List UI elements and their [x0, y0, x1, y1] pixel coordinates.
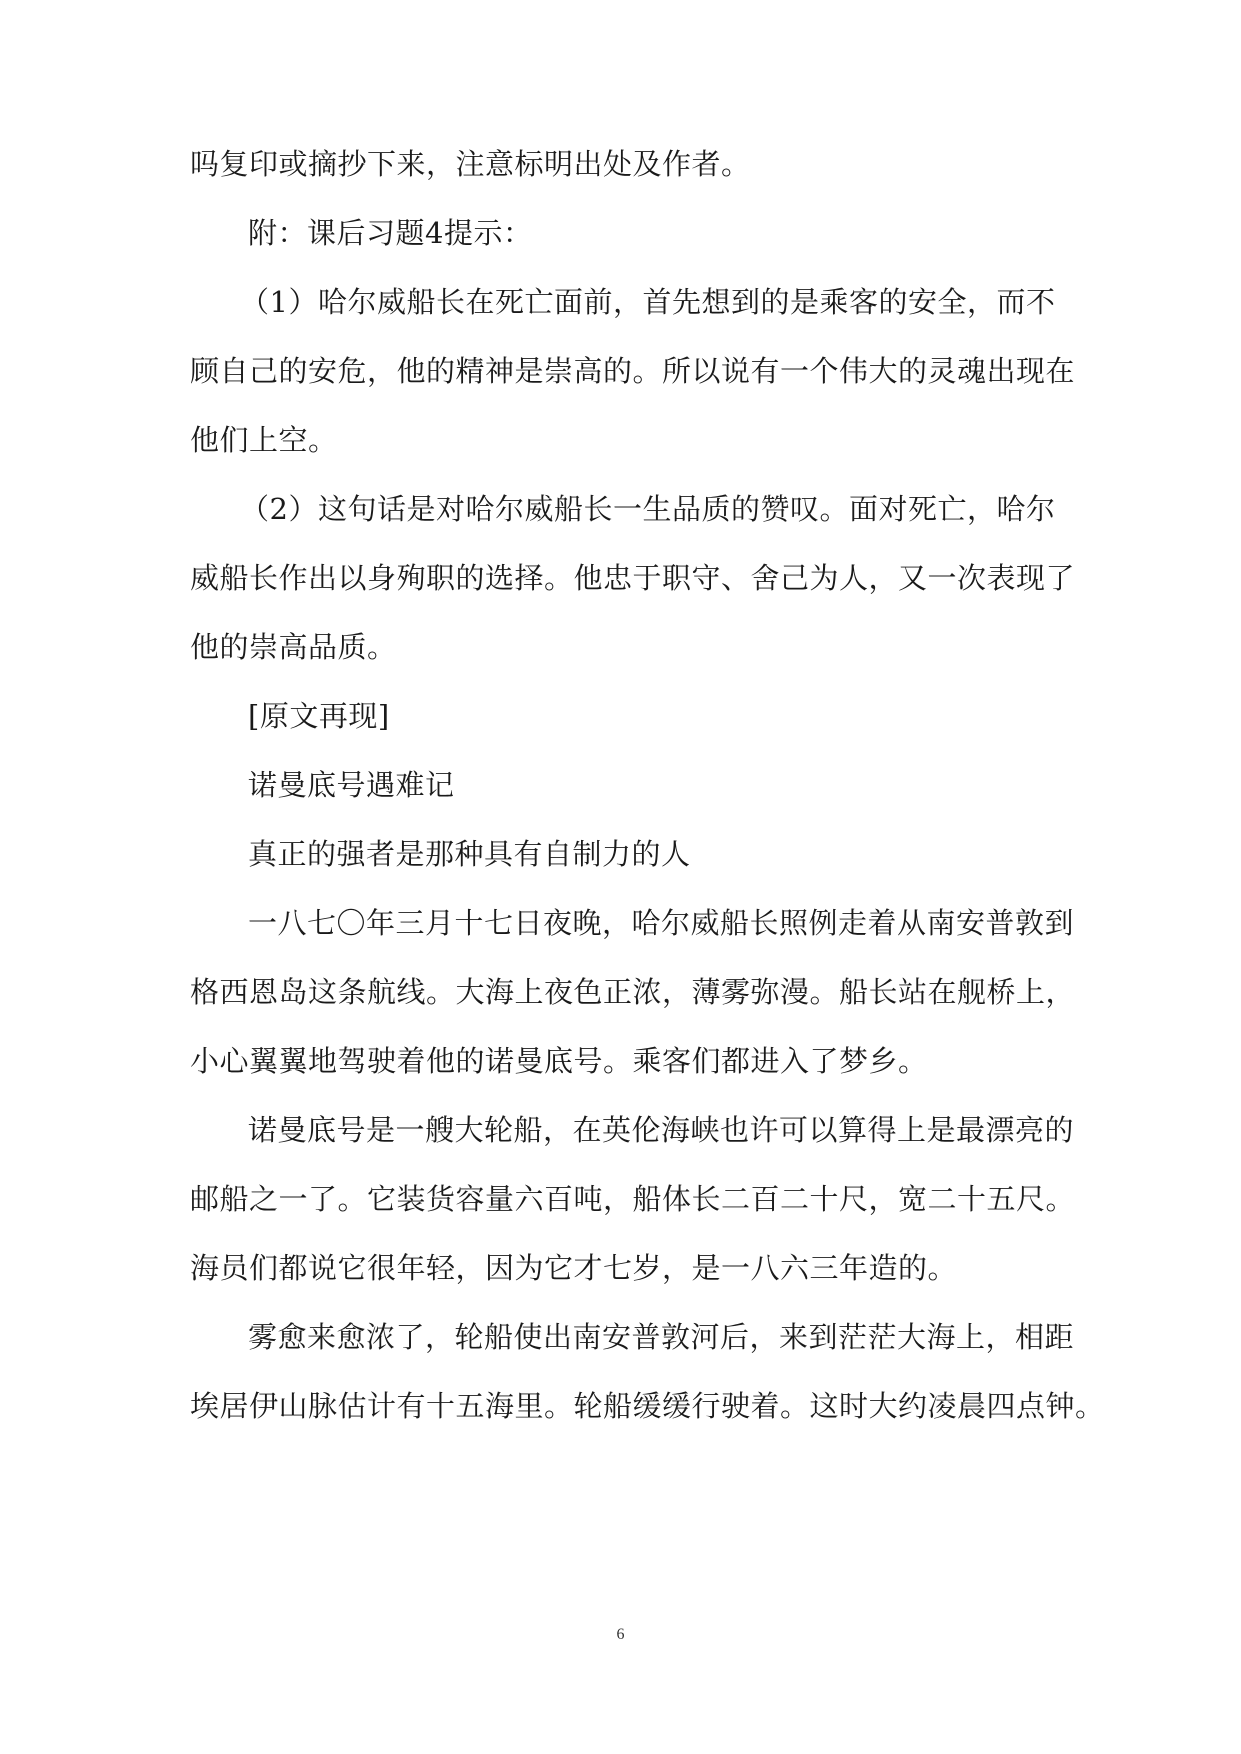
- answer-1-line-3: 他们上空。: [190, 423, 338, 457]
- story-title: 诺曼底号遇难记: [248, 768, 455, 802]
- document-body: [190, 130, 1105, 1441]
- story-subtitle: 真正的强者是那种具有自制力的人: [248, 837, 691, 871]
- answer-1-line-1: （1）哈尔威船长在死亡面前，首先想到的是乘客的安全，而不: [240, 285, 1056, 319]
- story-paragraph-2-line-3: 海员们都说它很年轻，因为它才七岁，是一八六三年造的。: [190, 1251, 958, 1285]
- answer-2-line-3: 他的崇高品质。: [190, 630, 397, 664]
- answer-2-line-2: 威船长作出以身殉职的选择。他忠于职守、舍己为人，又一次表现了: [190, 561, 1076, 595]
- paragraph-continuation-line: 吗复印或摘抄下来，注意标明出处及作者。: [190, 147, 751, 181]
- answer-2-line-1: （2）这句话是对哈尔威船长一生品质的赞叹。面对死亡，哈尔: [240, 492, 1056, 526]
- story-paragraph-1-line-1: 一八七〇年三月十七日夜晚，哈尔威船长照例走着从南安普敦到: [248, 906, 1075, 940]
- original-text-heading: [原文再现]: [248, 699, 390, 733]
- story-paragraph-3-line-1: 雾愈来愈浓了，轮船使出南安普敦河后，来到茫茫大海上，相距: [248, 1320, 1075, 1354]
- story-paragraph-1-line-2: 格西恩岛这条航线。大海上夜色正浓，薄雾弥漫。船长站在舰桥上，: [190, 975, 1076, 1009]
- story-paragraph-3-line-2: 埃居伊山脉估计有十五海里。轮船缓缓行驶着。这时大约凌晨四点钟。: [190, 1389, 1105, 1423]
- story-paragraph-2-line-1: 诺曼底号是一艘大轮船，在英伦海峡也许可以算得上是最漂亮的: [248, 1113, 1075, 1147]
- appendix-heading: 附：课后习题4提示：: [248, 216, 533, 250]
- answer-1-line-2: 顾自己的安危，他的精神是崇高的。所以说有一个伟大的灵魂出现在: [190, 354, 1076, 388]
- page-number: 6: [616, 1626, 625, 1643]
- story-paragraph-1-line-3: 小心翼翼地驾驶着他的诺曼底号。乘客们都进入了梦乡。: [190, 1044, 928, 1078]
- story-paragraph-2-line-2: 邮船之一了。它装货容量六百吨，船体长二百二十尺，宽二十五尺。: [190, 1182, 1076, 1216]
